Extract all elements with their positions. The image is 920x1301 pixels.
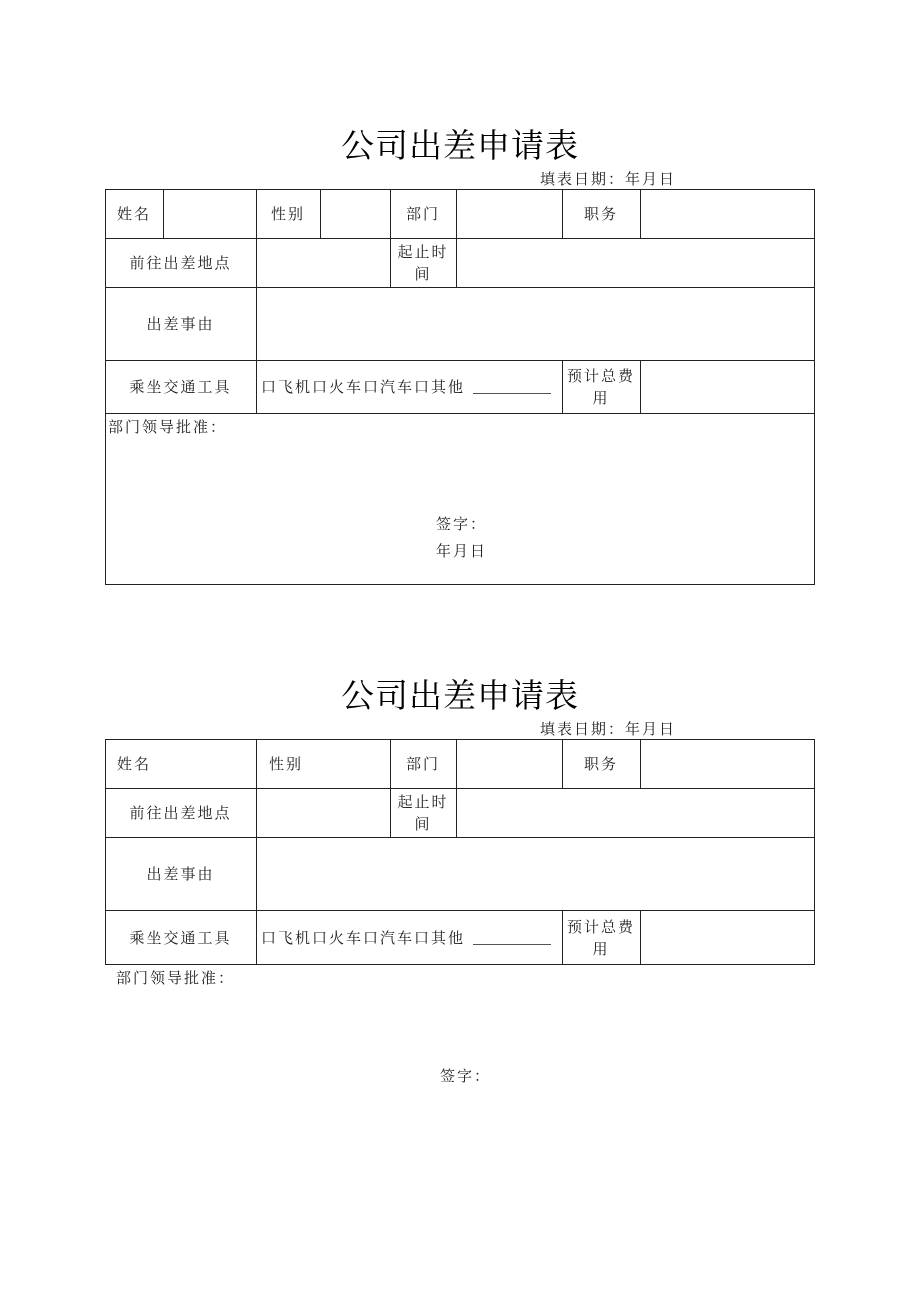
form-title: 公司出差申请表: [341, 126, 579, 165]
transport-options-text: 口飞机口火车口汽车口其他: [261, 928, 466, 947]
transport-options[interactable]: [257, 910, 562, 965]
gender-field[interactable]: [321, 739, 390, 788]
department-label: 部门: [405, 754, 440, 773]
gender-field[interactable]: [321, 189, 390, 238]
estimated-cost-field[interactable]: [641, 360, 814, 413]
destination-label: 前往出差地点: [129, 803, 232, 822]
other-blank-line[interactable]: [473, 930, 551, 945]
signature-label: 签字：: [440, 1067, 492, 1085]
approval-label: 部门领导批准：: [116, 969, 236, 987]
reason-field[interactable]: [257, 837, 814, 910]
period-field[interactable]: [457, 788, 814, 837]
period-label: 起止时间: [397, 242, 449, 283]
position-label: 职务: [583, 204, 618, 223]
name-label: 姓名: [117, 754, 152, 773]
position-field[interactable]: [641, 189, 814, 238]
form-title: 公司出差申请表: [341, 676, 579, 715]
estimated-cost-field[interactable]: [641, 910, 814, 965]
gender-label: 性别: [269, 754, 304, 773]
reason-label: 出差事由: [146, 864, 215, 883]
fill-date-label: 填表日期：年月日: [540, 720, 677, 738]
approval-date: 年月日: [436, 542, 488, 560]
other-blank-line[interactable]: [473, 379, 551, 394]
position-field[interactable]: [641, 739, 814, 788]
estimated-cost-label: 预计总费用: [566, 366, 635, 407]
department-field[interactable]: [457, 189, 562, 238]
department-field[interactable]: [457, 739, 562, 788]
transport-label: 乘坐交通工具: [129, 377, 232, 396]
reason-label: 出差事由: [146, 314, 215, 333]
period-label: 起止时间: [397, 792, 449, 833]
fill-date-label: 填表日期：年月日: [540, 170, 677, 188]
destination-field[interactable]: [257, 788, 390, 837]
period-field[interactable]: [457, 238, 814, 287]
approval-label: 部门领导批准：: [108, 418, 228, 436]
transport-options[interactable]: [257, 360, 562, 413]
destination-field[interactable]: [257, 238, 390, 287]
transport-options-text: 口飞机口火车口汽车口其他: [261, 377, 466, 396]
reason-field[interactable]: [257, 287, 814, 360]
department-label: 部门: [405, 204, 440, 223]
name-field[interactable]: [164, 189, 256, 238]
position-label: 职务: [583, 754, 618, 773]
signature-label: 签字：: [436, 515, 488, 533]
transport-label: 乘坐交通工具: [129, 928, 232, 947]
gender-label: 性别: [270, 204, 305, 223]
estimated-cost-label: 预计总费用: [566, 917, 635, 958]
name-field[interactable]: [164, 739, 256, 788]
name-label: 姓名: [117, 204, 152, 223]
destination-label: 前往出差地点: [129, 253, 232, 272]
